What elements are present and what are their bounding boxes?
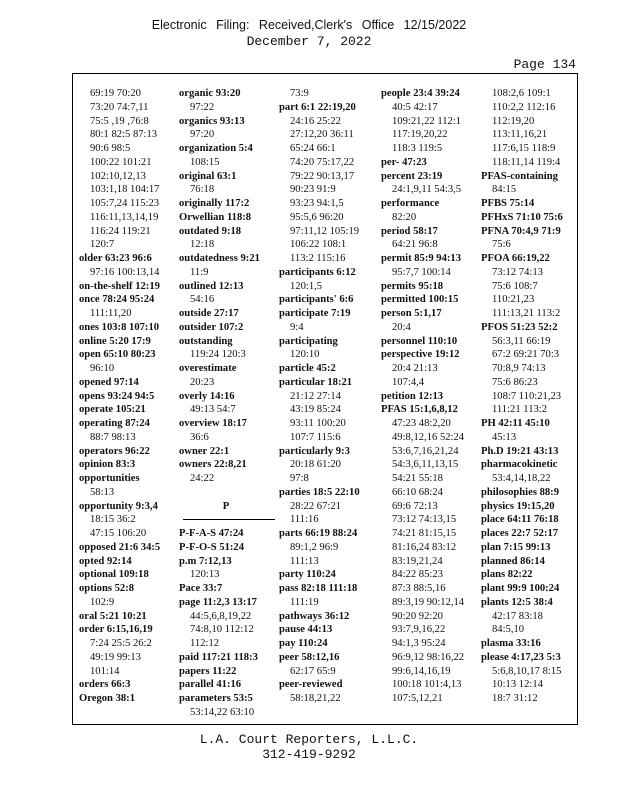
index-entry: orders 66:3	[79, 679, 131, 691]
index-entry: outdatedness 9:21	[179, 253, 260, 264]
index-page-refs: 74:20 75:17,22	[290, 156, 355, 168]
index-page-refs: 118:3 119:5	[392, 143, 443, 154]
index-page-refs: 117:6,15 118:9	[492, 143, 556, 154]
index-page-refs: 75:6 108:7	[492, 280, 538, 292]
index-page-refs: 73:20 74:7,11	[90, 101, 149, 113]
index-page-refs: 111:16	[290, 514, 319, 526]
index-page-refs: 111:11,20	[90, 308, 132, 319]
index-page-refs: 95:5,6 96:20	[290, 211, 344, 223]
index-page-refs: 7:24 25:5 26:2	[90, 638, 152, 649]
index-page-refs: 54:16	[190, 294, 215, 306]
index-entry: party 110:24	[279, 569, 336, 581]
index-page-refs: 42:17 83:18	[492, 610, 543, 622]
index-entry: organic 93:20	[179, 88, 241, 99]
index-entry: opportunities	[79, 473, 140, 484]
index-entry: originally 117:2	[179, 198, 250, 209]
index-entry: places 22:7 52:17	[481, 528, 559, 539]
index-entry: PH 42:11 45:10	[481, 418, 550, 429]
index-page-refs: 56:3,11 66:19	[492, 335, 551, 347]
index-entry: papers 11:22	[179, 665, 237, 677]
filing-stamp: Electronic Filing: Received,Clerk's Office 12/15/2022	[151, 18, 467, 32]
index-entry: PFBS 75:14	[481, 198, 535, 209]
index-entry: opted 92:14	[79, 555, 132, 567]
index-entry: owners 22:8,21	[179, 459, 247, 471]
index-entry: part 6:1 22:19,20	[279, 101, 356, 113]
index-entry: plasma 33:16	[481, 638, 541, 649]
index-entry: pathways 36:12	[279, 610, 350, 622]
index-page-refs: 102:10,12,13	[90, 170, 146, 182]
index-entry: outlined 12:13	[179, 280, 244, 292]
index-page-refs: 62:17 65:9	[290, 665, 336, 677]
index-entry: P-F-A-S 47:24	[179, 528, 244, 539]
index-entry: opinion 83:3	[79, 459, 136, 471]
index-page-refs: 108:7 110:21,23	[492, 390, 562, 402]
index-page-refs: 79:22 90:13,17	[290, 170, 355, 182]
index-page-refs: 102:9	[90, 596, 115, 608]
page-number: Page 134	[513, 57, 576, 72]
index-entry: peer-reviewed	[279, 679, 343, 691]
index-page-refs: 120:13	[190, 569, 220, 581]
index-entry: P-F-O-S 51:24	[179, 541, 245, 553]
index-page-refs: 24:16 25:22	[290, 115, 341, 127]
index-entry: operate 105:21	[79, 404, 146, 416]
blank-line	[179, 486, 273, 500]
index-page-refs: 101:14	[90, 665, 120, 677]
index-page-refs: 107:5,12,21	[392, 693, 443, 704]
index-entry: parts 66:19 88:24	[279, 528, 358, 539]
footer-phone: 312-419-9292	[262, 747, 356, 762]
letter-heading: P	[222, 500, 230, 512]
index-column-2	[179, 87, 273, 720]
index-entry: Oregon 38:1	[79, 693, 136, 704]
index-entry: performance	[381, 198, 440, 209]
index-entry: opportunity 9:3,4	[79, 500, 158, 512]
index-page-refs: 73:12 74:13,15	[392, 514, 457, 526]
index-page-refs: 11:9	[190, 266, 209, 278]
index-page-refs: 24:22	[190, 473, 215, 484]
index-page-refs: 73:12 74:13	[492, 266, 543, 278]
index-page-refs: 109:21,22 112:1	[392, 115, 462, 127]
index-entry: particle 45:2	[279, 363, 336, 374]
index-page-refs: 93:7,9,16,22	[392, 624, 446, 636]
section-divider	[179, 513, 273, 527]
index-entry: overly 14:16	[179, 390, 235, 402]
index-page-refs: 96:10	[90, 363, 115, 374]
index-entry: period 58:17	[381, 225, 438, 237]
index-entry: pause 44:13	[279, 624, 333, 636]
index-entry: outside 27:17	[179, 308, 239, 319]
index-page-refs: 20:4	[392, 321, 411, 333]
index-page-refs: 20:23	[190, 376, 215, 388]
index-page-refs: 58:13	[90, 486, 115, 498]
index-page-refs: 69:6 72:13	[392, 500, 438, 512]
index-page-refs: 97:11,12 105:19	[290, 225, 360, 237]
index-entry: petition 12:13	[381, 390, 444, 402]
index-page-refs: 5:6,8,10,17 8:15	[492, 665, 562, 677]
index-page-refs: 18:7 31:12	[492, 693, 538, 704]
index-page-refs: 47:15 106:20	[90, 528, 147, 539]
index-page-refs: 90:23 91:9	[290, 184, 336, 196]
index-page-refs: 118:11,14 119:4	[492, 156, 561, 168]
index-page-refs: 82:20	[392, 211, 417, 223]
index-page-refs: 45:13	[492, 431, 517, 443]
index-page-refs: 89:1,2 96:9	[290, 541, 339, 553]
index-entry: overestimate	[179, 363, 237, 374]
index-entry: outsider 107:2	[179, 321, 244, 333]
index-entry: pass 82:18 111:18	[279, 583, 358, 594]
index-page-refs: 49:8,12,16 52:24	[392, 431, 465, 443]
index-entry: planned 86:14	[481, 555, 545, 567]
index-entry: physics 19:15,20	[481, 500, 555, 512]
index-entry: p.m 7:12,13	[179, 555, 232, 567]
index-entry: operating 87:24	[79, 418, 150, 429]
index-page-refs: 10:13 12:14	[492, 679, 543, 691]
index-page-refs: 84:15	[492, 184, 517, 196]
index-page-refs: 84:22 85:23	[392, 569, 443, 581]
index-entry: original 63:1	[179, 170, 237, 182]
index-entry: plans 82:22	[481, 569, 533, 581]
index-page-refs: 112:19,20	[492, 115, 535, 127]
index-page-refs: 70:8,9 74:13	[492, 363, 546, 374]
index-entry: personnel 110:10	[381, 335, 458, 347]
index-page-refs: 75:5 ,19 ,76:8	[90, 115, 149, 127]
index-column-4	[381, 87, 475, 706]
index-page-refs: 96:9,12 98:16,22	[392, 651, 465, 663]
index-page-refs: 116:11,13,14,19	[90, 211, 159, 223]
index-page-refs: 110:21,23	[492, 294, 535, 306]
index-page-refs: 99:6,14,16,19	[392, 665, 451, 677]
index-entry: overview 18:17	[179, 418, 247, 429]
index-entry: plant 99:9 100:24	[481, 583, 560, 594]
index-page-refs: 80:1 82:5 87:13	[90, 129, 158, 141]
index-page-refs: 100:18 101:4,13	[392, 679, 462, 691]
index-page-refs: 24:1,9,11 54:3,5	[392, 184, 462, 196]
index-entry: plants 12:5 38:4	[481, 596, 553, 608]
index-page-refs: 64:21 96:8	[392, 239, 438, 251]
index-page-refs: 54:21 55:18	[392, 473, 443, 484]
index-entry: opens 93:24 94:5	[79, 390, 155, 402]
index-column-5	[481, 87, 575, 706]
index-entry: on-the-shelf 12:19	[79, 280, 160, 292]
index-page-refs: 49:19 99:13	[90, 651, 141, 663]
index-page-refs: 73:9	[290, 88, 309, 99]
index-entry: organics 93:13	[179, 115, 245, 127]
index-entry: outdated 9:18	[179, 225, 242, 237]
index-page-refs: 95:7,7 100:14	[392, 266, 451, 278]
index-entry: PFAS-containing	[481, 170, 558, 182]
index-entry: pharmacokinetic	[481, 459, 558, 471]
index-entry: optional 109:18	[79, 569, 149, 581]
index-page-refs: 108:2,6 109:1	[492, 88, 551, 99]
index-entry: participating	[279, 335, 338, 347]
index-page-refs: 116:24 119:21	[90, 225, 151, 237]
index-page-refs: 84:5,10	[492, 624, 525, 636]
index-entry: PFOA 66:19,22	[481, 253, 550, 264]
index-page-refs: 74:21 81:15,15	[392, 528, 457, 539]
index-entry: peer 58:12,16	[279, 651, 340, 663]
index-page-refs: 107:7 115:6	[290, 431, 341, 443]
index-page-refs: 53:6,7,16,21,24	[392, 445, 459, 457]
index-entry: online 5:20 17:9	[79, 335, 151, 347]
index-page-refs: 74:8,10 112:12	[190, 624, 254, 636]
index-entry: order 6:15,16,19	[79, 624, 153, 636]
index-page-refs: 54:3,6,11,13,15	[392, 459, 459, 471]
index-page-refs: 87:3 88:5,16	[392, 583, 446, 594]
index-page-refs: 94:1,3 95:24	[392, 638, 446, 649]
index-entry: opposed 21:6 34:5	[79, 541, 161, 553]
index-page-refs: 65:24 66:1	[290, 143, 336, 154]
index-entry: paid 117:21 118:3	[179, 651, 258, 663]
index-entry: PFOS 51:23 52:2	[481, 321, 558, 333]
index-entry: page 11:2,3 13:17	[179, 596, 257, 608]
index-entry: per- 47:23	[381, 156, 427, 168]
index-entry: participants 6:12	[279, 266, 356, 278]
index-entry: PFHxS 71:10 75:6	[481, 211, 563, 223]
index-page-refs: 88:7 98:13	[90, 431, 136, 443]
index-entry: particular 18:21	[279, 376, 353, 388]
index-entry: operators 96:22	[79, 445, 150, 457]
index-page-refs: 108:15	[190, 156, 220, 168]
index-page-refs: 53:4,14,18,22	[492, 473, 551, 484]
index-entry: permits 95:18	[381, 280, 444, 292]
index-page-refs: 90:20 92:20	[392, 610, 443, 622]
index-page-refs: 100:22 101:21	[90, 156, 152, 168]
index-entry: person 5:1,17	[381, 308, 442, 319]
index-entry: opened 97:14	[79, 376, 139, 388]
index-page-refs: 20:4 21:13	[392, 363, 438, 374]
index-entry: outstanding	[179, 335, 233, 347]
index-entry: organization 5:4	[179, 143, 253, 154]
index-entry: once 78:24 95:24	[79, 294, 155, 306]
footer-company: L.A. Court Reporters, L.L.C.	[199, 732, 419, 747]
index-page-refs: 97:20	[190, 129, 215, 141]
index-page-refs: 36:6	[190, 431, 209, 443]
index-page-refs: 119:24 120:3	[190, 349, 246, 361]
index-page-refs: 89:3,19 90:12,14	[392, 596, 465, 608]
index-column-3	[279, 87, 373, 706]
index-entry: PFNA 70:4,9 71:9	[481, 225, 561, 237]
index-entry: owner 22:1	[179, 445, 230, 457]
index-entry: parameters 53:5	[179, 693, 253, 704]
index-entry: ones 103:8 107:10	[79, 321, 160, 333]
index-page-refs: 58:18,21,22	[290, 693, 341, 704]
index-entry: please 4:17,23 5:3	[481, 651, 561, 663]
index-page-refs: 90:6 98:5	[90, 143, 131, 154]
index-entry: participants' 6:6	[279, 294, 354, 306]
index-entry: percent 23:19	[381, 170, 443, 182]
index-page-refs: 9:4	[290, 321, 304, 333]
index-page-refs: 76:18	[190, 184, 215, 196]
index-page-refs: 69:19 70:20	[90, 88, 141, 99]
index-page-refs: 53:14,22 63:10	[190, 706, 255, 718]
index-page-refs: 107:4,4	[392, 376, 425, 388]
index-page-refs: 120:10	[290, 349, 320, 361]
index-entry: particularly 9:3	[279, 445, 350, 457]
index-page-refs: 97:8	[290, 473, 309, 484]
index-page-refs: 27:12,20 36:11	[290, 129, 354, 141]
index-page-refs: 83:19,21,24	[392, 555, 443, 567]
index-page-refs: 111:21 113:2	[492, 404, 548, 416]
index-entry: open 65:10 80:23	[79, 349, 156, 361]
index-page-refs: 111:13	[290, 555, 319, 567]
index-entry: pay 110:24	[279, 638, 328, 649]
index-column-1	[79, 87, 173, 706]
index-page-refs: 111:13,21 113:2	[492, 308, 561, 319]
index-page-refs: 81:16,24 83:12	[392, 541, 457, 553]
index-page-refs: 49:13 54:7	[190, 404, 236, 416]
index-page-refs: 93:11 100:20	[290, 418, 346, 429]
index-page-refs: 75:6 86:23	[492, 376, 538, 388]
index-entry: older 63:23 96:6	[79, 253, 152, 264]
index-page-refs: 40:5 42:17	[392, 101, 438, 113]
index-page-refs: 106:22 108:1	[290, 239, 347, 251]
index-page-refs: 47:23 48:2,20	[392, 418, 451, 429]
index-page-refs: 110:2,2 112:16	[492, 101, 556, 113]
index-entry: people 23:4 39:24	[381, 88, 460, 99]
index-page-refs: 120:1,5	[290, 280, 323, 292]
index-entry: Orwellian 118:8	[179, 211, 252, 223]
index-page-refs: 75:6	[492, 239, 511, 251]
index-page-refs: 21:12 27:14	[290, 390, 341, 402]
index-page-refs: 66:10 68:24	[392, 486, 443, 498]
index-frame	[72, 73, 578, 725]
index-entry: Ph.D 19:21 43:13	[481, 445, 559, 457]
index-entry: permit 85:9 94:13	[381, 253, 462, 264]
index-page-refs: 43:19 85:24	[290, 404, 341, 416]
index-page-refs: 28:22 67:21	[290, 500, 341, 512]
index-page-refs: 44:5,6,8,19,22	[190, 610, 252, 622]
index-page-refs: 67:2 69:21 70:3	[492, 349, 560, 361]
index-page-refs: 20:18 61:20	[290, 459, 341, 471]
index-entry: parallel 41:16	[179, 679, 242, 691]
index-entry: Pace 33:7	[179, 583, 223, 594]
index-entry: oral 5:21 10:21	[79, 610, 147, 622]
index-page-refs: 111:19	[290, 596, 319, 608]
index-page-refs: 12:18	[190, 239, 215, 251]
index-entry: philosophies 88:9	[481, 486, 560, 498]
index-page-refs: 103:1,18 104:17	[90, 184, 160, 196]
index-page-refs: 113:2 115:16	[290, 253, 346, 264]
index-entry: place 64:11 76:18	[481, 514, 559, 526]
index-entry: perspective 19:12	[381, 349, 460, 361]
index-page-refs: 18:15 36:2	[90, 514, 136, 526]
index-page-refs: 117:19,20,22	[392, 129, 448, 141]
index-entry: plan 7:15 99:13	[481, 541, 551, 553]
index-page-refs: 112:12	[190, 638, 220, 649]
index-entry: permitted 100:15	[381, 294, 459, 306]
index-page-refs: 113:11,16,21	[492, 129, 548, 141]
index-page-refs: 105:7,24 115:23	[90, 198, 160, 209]
index-entry: parties 18:5 22:10	[279, 486, 360, 498]
index-page-refs: 93:23 94:1,5	[290, 198, 344, 209]
index-entry: PFAS 15:1,6,8,12	[381, 404, 458, 416]
index-page-refs: 97:22	[190, 101, 215, 113]
index-page-refs: 120:7	[90, 239, 115, 251]
index-entry: participate 7:19	[279, 308, 351, 319]
index-page-refs: 97:16 100:13,14	[90, 266, 160, 278]
transcript-date: December 7, 2022	[246, 34, 372, 49]
index-entry: options 52:8	[79, 583, 135, 594]
